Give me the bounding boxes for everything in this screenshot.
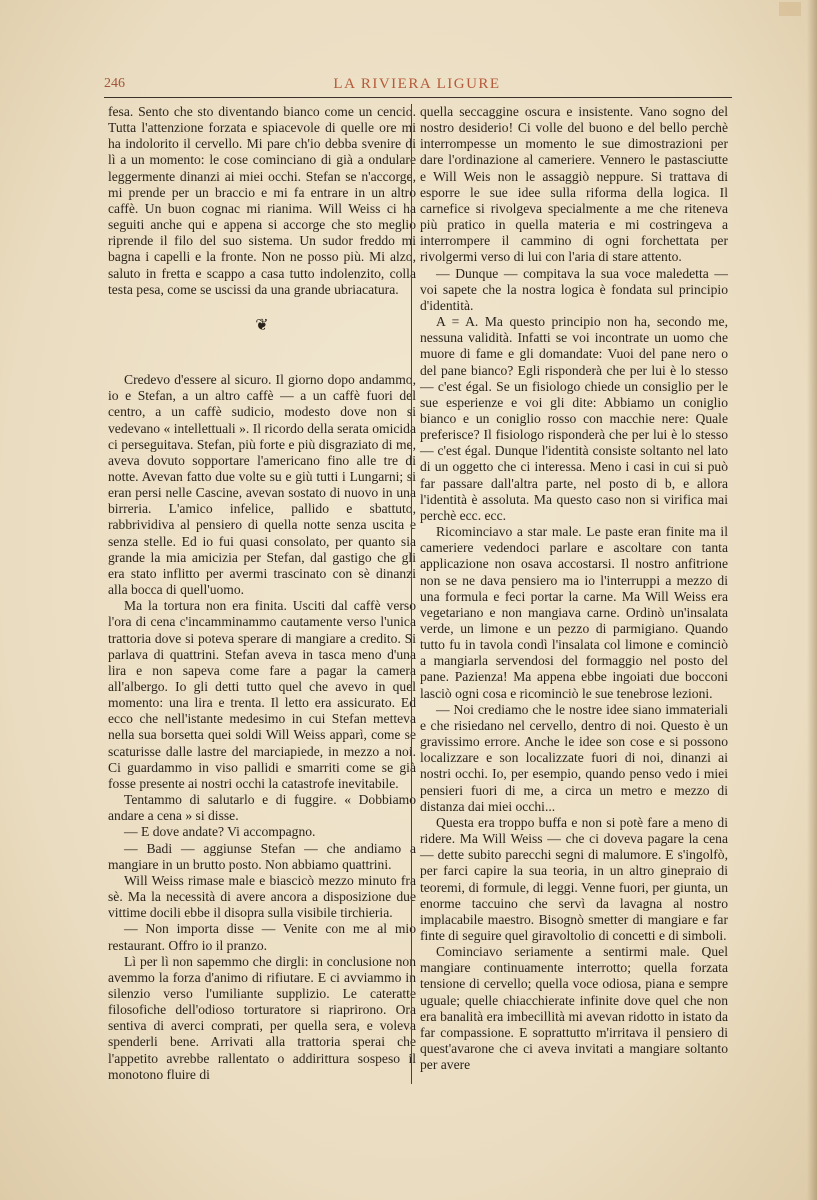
paragraph: Lì per lì non sapemmo che dirgli: in conclusione non avemmo la forza d'animo di rifiutare. E ci avviammo in silenzio verso l'umiliante supplizio. Le cateratte filosofiche dell'odioso torturatore si riaprirono. Ora sentiva di averci comprati, per quella sera, e voleva spenderli bene. Arrivati alla trattoria sperai che l'appetito avrebbe rallentato o addirittura sospeso il monotono fluire di — [108, 953, 416, 1082]
paragraph: Ma la tortura non era finita. Usciti dal caffè verso l'ora di cena c'incamminammo cautamente verso l'unica trattoria dove si poteva sperare di mangiare a credito. Si parlava di quattrini. Stefan aveva in tasca meno d'una lira e non sapeva come fare a pagar la camera all'albergo. Io gli detti tutto quel che avevo in quel momento: una lira e trenta. Il letto era assicurato. Ed ecco che nell'istante medesimo in cui Stefan metteva nella sua borsetta quei soldi Will Weiss apparì, come se scaturisse dalle lastre del marciapiede, in mezzo a noi. Ci guardammo in viso pallidi e smarriti come se già fosse presente ai nostri occhi la catastrofe inevitabile. — [108, 598, 416, 791]
section-ornament: ❦ — [255, 316, 269, 334]
paragraph: — Dunque — compitava la sua voce maledetta — voi sapete che la nostra logica è fondata sul principio d'identità. — [420, 265, 728, 313]
column-divider — [411, 104, 412, 1084]
paragraph: — Noi crediamo che le nostre idee siano immateriali e che risiedano nel cervello, dentro di noi. Questo è un gravissimo errore. Anche le idee son cose e si possono localizzare e son localizzate fuori di noi, dinanzi ai nostri occhi. Io, per esempio, quando penso vedo i miei pensieri fuori di me, a circa un metro e mezzo di distanza dai miei occhi... — [420, 701, 728, 814]
running-title: LA RIVIERA LIGURE — [333, 76, 501, 92]
page-header — [104, 76, 730, 98]
right-column — [420, 104, 728, 1073]
paragraph: Tentammo di salutarlo e di fuggire. « Dobbiamo andare a cena » si disse. — [108, 792, 416, 824]
header-rule — [104, 97, 732, 98]
paragraph: Ricominciavo a star male. Le paste eran finite ma il cameriere vedendoci parlare e ascoltare con tanta applicazione non osava accostarsi. Il nostro anfitrione non se ne dava pensiero ma io l'interruppi a mezzo di una formula e feci portar la carne. Ma Will Weiss era vegetariano e non mangiava carne. Ordinò un'insalata verde, un limone e un pezzo di parmigiano. Quando tutto fu in tavola condì l'insalata col limone e cominciò a mangiarla servendosi del formaggio nel posto del pane. Pazienza! Ma appena ebbe ingoiati due bocconi lasciò ogni cosa e ricominciò le sue tenebrose lezioni. — [420, 524, 728, 701]
paragraph: Cominciavo seriamente a sentirmi male. Quel mangiare continuamente interrotto; quella forzata tensione di cervello; quella voce odiosa, piana e sempre uguale; quelle chiacchierate infinite dove quel che non era banalità era imbecillità mi avevan ridotto in istato da far compassione. E soprattutto m'irritava il pensiero di quest'avarone che ci aveva invitati a mangiare soltanto per avere — [420, 944, 728, 1073]
paragraph: Questa era troppo buffa e non si potè fare a meno di ridere. Ma Will Weiss — che ci doveva pagare la cena — dette subito parecchi segni di malumore. E s'ingolfò, per farci capire la sua teoria, in un altro ginepraio di teoremi, di formule, di leggi. Venne fuori, per giunta, un enorme taccuino che servì da lavagna al nostro implacabile maestro. Bisognò smetter di mangiare e far finte di seguire quel giravoltolio di concetti e di simboli. — [420, 814, 728, 943]
page-number: 246 — [104, 76, 125, 91]
corner-stain — [779, 2, 801, 16]
paragraph: — Non importa disse — Venite con me al mio restaurant. Offro io il pranzo. — [108, 921, 416, 953]
paragraph: Credevo d'essere al sicuro. Il giorno dopo andammo, io e Stefan, a un altro caffè — a un caffè fuori del centro, a un caffè sudicio, modesto dove non si vedevano « intellettuali ». Il ricordo della serata omicida ci perseguitava. Stefan, più forte e più disgraziato di me, aveva dovuto sopportare l'americano fino alle tre di notte. Avevan fatto due volte su e giù tutti i Lungarni; si eran persi nelle Cascine, avevan sostato di nuovo in una birreria. L'amico infelice, pallido e sbattuto, rabbrividiva al pensiero di quella notte senza uscita e senza stelle. Ed io fui quasi consolato, per quanto sia grande la mia amicizia per Stefan, dal gastigo che gli era stato inflitto per avermi trascinato con sè dinanzi alla bocca di quell'uomo. — [108, 372, 416, 598]
page-edge-shadow — [807, 0, 817, 1200]
paragraph: quella seccaggine oscura e insistente. Vano sogno del nostro desiderio! Ci volle del buono e del bello perchè interrompesse un momento le sue dimostrazioni per dare l'ordinazione al cameriere. Vennero le pastasciutte e Will Weis non le assaggiò neppure. Si trattava di esporre le sue idee sulla riforma della logica. Il carnefice si rivolgeva specialmente a me che riteneva più pratico in quella materia e mi costringeva a interrompere il cammino di ogni forchettata per rivolgermi verso di lui con l'aria di stare attento. — [420, 104, 728, 265]
paragraph: A = A. Ma questo principio non ha, secondo me, nessuna validità. Infatti se voi incontrate un uomo che muore di fame e gli domandate: Vuoi del pane nero o del pane bianco? Egli risponderà che per lui è lo stesso — c'est égal. Se un fisiologo chiede un consiglio per le sue esperienze e voi gli dite: Abbiamo un coniglio bianco e un coniglio rosso con macchie nere: Quale preferisce? Il fisiologo risponderà che per lui è lo stesso — c'est égal. Dunque l'identità consiste soltanto nel lato di un oggetto che ci interessa. Meno i casi in cui si può far passare dall'altra parte, nel posto di b, e allora l'identità è assoluta. Ma questo caso non si virifica mai perchè ecc. ecc. — [420, 314, 728, 523]
paragraph: fesa. Sento che sto diventando bianco come un cencio. Tutta l'attenzione forzata e spiacevole di quelle ore mi ha indolorito il cervello. Mi pare ch'io debba svenire di lì a un momento: le cose cominciano di già a ondulare leggermente dinanzi ai miei occhi. Stefan se n'accorge, mi prende per un braccio e mi fa entrare in un altro caffè. Un buon cognac mi rianima. Will Weiss ci ha seguiti anche qui e appena si accorge che sto meglio riprende il filo del suo sistema. Un sudor freddo mi bagna i capelli e la fronte. Non ne posso più. Mi alzo, saluto in fretta e scappo a casa tutto indolenzito, colla testa pesa, come se uscissi da una grande ubriacatura. — [108, 104, 416, 297]
paragraph: Will Weiss rimase male e biascicò mezzo minuto fra sè. Ma la necessità di avere ancora a disposizione due vittime docili ebbe il disopra sulla visibile tirchieria. — [108, 872, 416, 921]
paragraph: — Badi — aggiunse Stefan — che andiamo a mangiare in un brutto posto. Non abbiamo quattrini. — [108, 840, 416, 872]
paragraph: — E dove andate? Vi accompagno. — [124, 824, 316, 840]
left-column — [108, 104, 416, 1083]
